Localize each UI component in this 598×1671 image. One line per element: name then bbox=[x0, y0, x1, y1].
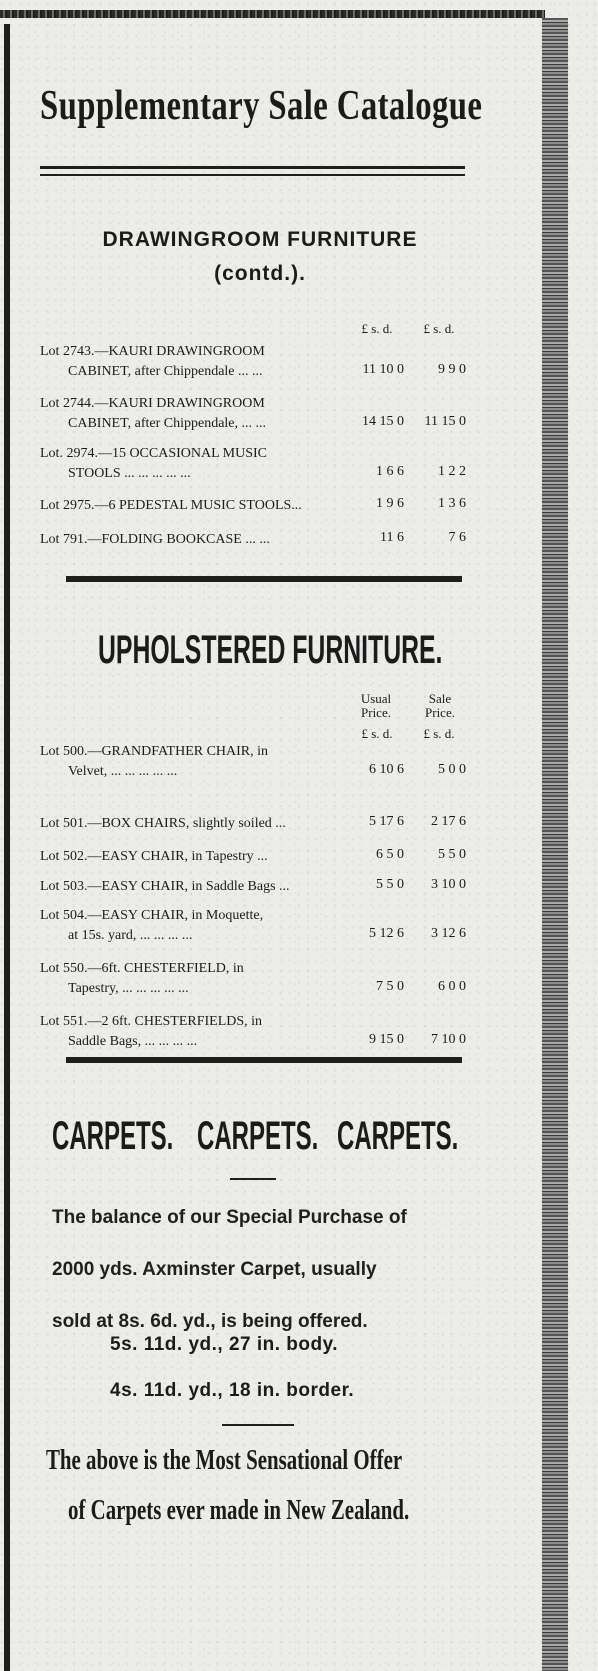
drawingroom-item-line-1: Lot 791.—FOLDING BOOKCASE ... ... bbox=[40, 532, 270, 547]
carpets-heading-2: CARPETS. bbox=[197, 1114, 319, 1158]
carpets-short-rule bbox=[230, 1178, 276, 1180]
drawingroom-usual-price: 11 6 bbox=[380, 530, 404, 545]
catalogue-title: Supplementary Sale Catalogue bbox=[40, 83, 483, 129]
drawingroom-col-sale: £ s. d. bbox=[423, 321, 455, 336]
drawingroom-sale-price: 1 3 6 bbox=[438, 496, 466, 511]
left-border-rule bbox=[4, 24, 10, 1671]
upholstered-sale-price: 5 0 0 bbox=[438, 762, 466, 777]
carpets-heading-3: CARPETS. bbox=[337, 1114, 459, 1158]
drawingroom-item-line-1: Lot 2975.—6 PEDESTAL MUSIC STOOLS... bbox=[40, 498, 302, 513]
drawingroom-usual-price: 11 10 0 bbox=[362, 362, 404, 377]
drawingroom-item-line-2: CABINET, after Chippendale ... ... bbox=[68, 364, 263, 379]
upholstered-item-line-1: Lot 501.—BOX CHAIRS, slightly soiled ... bbox=[40, 816, 286, 831]
carpets-para-line-3: sold at 8s. 6d. yd., is being offered. bbox=[52, 1311, 368, 1332]
drawingroom-sale-price: 1 2 2 bbox=[438, 464, 466, 479]
drawingroom-sale-price: 9 9 0 bbox=[438, 362, 466, 377]
upholstered-usual-price: 5 17 6 bbox=[369, 814, 404, 829]
carpets-para-line-2: 2000 yds. Axminster Carpet, usually bbox=[52, 1259, 377, 1280]
carpets-para-line-1: The balance of our Special Purchase of bbox=[52, 1207, 407, 1228]
drawingroom-usual-price: 1 6 6 bbox=[376, 464, 404, 479]
title-rule-bottom bbox=[40, 174, 465, 176]
upholstered-sale-price: 6 0 0 bbox=[438, 979, 466, 994]
upholstered-sale-price: 7 10 0 bbox=[431, 1032, 466, 1047]
drawingroom-divider bbox=[66, 576, 462, 582]
upholstered-usual-price: 5 12 6 bbox=[369, 926, 404, 941]
upholstered-item-line-2: Velvet, ... ... ... ... ... bbox=[68, 764, 178, 779]
offer-short-rule bbox=[222, 1424, 294, 1426]
upholstered-item-line-1: Lot 502.—EASY CHAIR, in Tapestry ... bbox=[40, 849, 268, 864]
drawingroom-item-line-1: Lot 2744.—KAURI DRAWINGROOM bbox=[40, 396, 265, 411]
upholstered-sale-price: 5 5 0 bbox=[438, 847, 466, 862]
upholstered-item-line-1: Lot 551.—2 6ft. CHESTERFIELDS, in bbox=[40, 1014, 263, 1029]
drawingroom-item-line-2: CABINET, after Chippendale, ... ... bbox=[68, 416, 267, 431]
offer-body-price: 5s. 11d. yd., 27 in. body. bbox=[110, 1334, 339, 1355]
carpets-heading-1: CARPETS. bbox=[52, 1114, 174, 1158]
upholstered-col-sale: £ s. d. bbox=[423, 726, 455, 741]
drawingroom-item-line-2: STOOLS ... ... ... ... ... bbox=[68, 466, 191, 481]
upholstered-usual-price: 5 5 0 bbox=[376, 877, 404, 892]
upholstered-usual-price: 6 10 6 bbox=[369, 762, 404, 777]
drawingroom-item-line-1: Lot. 2974.—15 OCCASIONAL MUSIC bbox=[40, 446, 267, 461]
drawingroom-usual-price: 1 9 6 bbox=[376, 496, 404, 511]
upholstered-usual-price: 7 5 0 bbox=[376, 979, 404, 994]
upholstered-col-usual: £ s. d. bbox=[361, 726, 393, 741]
drawingroom-usual-price: 14 15 0 bbox=[362, 414, 404, 429]
upholstered-col-usual-label: Usual Price. bbox=[360, 691, 392, 720]
upholstered-usual-price: 6 5 0 bbox=[376, 847, 404, 862]
drawingroom-sale-price: 11 15 0 bbox=[424, 414, 466, 429]
upholstered-item-line-2: Tapestry, ... ... ... ... ... bbox=[68, 981, 189, 996]
drawingroom-heading: DRAWINGROOM FURNITURE bbox=[102, 228, 418, 251]
footer-line-1: The above is the Most Sensational Offer bbox=[46, 1444, 403, 1476]
upholstered-item-line-1: Lot 504.—EASY CHAIR, in Moquette, bbox=[40, 908, 264, 923]
upholstered-divider bbox=[66, 1057, 462, 1063]
upholstered-sale-price: 3 12 6 bbox=[431, 926, 466, 941]
drawingroom-col-usual: £ s. d. bbox=[361, 321, 393, 336]
drawingroom-item-line-1: Lot 2743.—KAURI DRAWINGROOM bbox=[40, 344, 265, 359]
upholstered-item-line-1: Lot 503.—EASY CHAIR, in Saddle Bags ... bbox=[40, 879, 290, 894]
carpets-paragraph bbox=[52, 1192, 452, 1348]
top-border-rule bbox=[0, 10, 545, 18]
right-page-edge bbox=[542, 18, 568, 1671]
offer-border-price: 4s. 11d. yd., 18 in. border. bbox=[110, 1380, 355, 1401]
upholstered-sale-price: 2 17 6 bbox=[431, 814, 466, 829]
drawingroom-sale-price: 7 6 bbox=[448, 530, 466, 545]
upholstered-usual-price: 9 15 0 bbox=[369, 1032, 404, 1047]
drawingroom-subheading: (contd.). bbox=[214, 262, 306, 285]
upholstered-col-sale-label: Sale Price. bbox=[425, 691, 455, 720]
upholstered-item-line-1: Lot 500.—GRANDFATHER CHAIR, in bbox=[40, 744, 269, 759]
upholstered-item-line-1: Lot 550.—6ft. CHESTERFIELD, in bbox=[40, 961, 244, 976]
upholstered-sale-price: 3 10 0 bbox=[431, 877, 466, 892]
upholstered-item-line-2: Saddle Bags, ... ... ... ... bbox=[68, 1034, 198, 1049]
upholstered-heading: UPHOLSTERED FURNITURE. bbox=[98, 628, 443, 672]
upholstered-item-line-2: at 15s. yard, ... ... ... ... bbox=[68, 928, 193, 943]
title-rule-top bbox=[40, 166, 465, 169]
footer-line-2: of Carpets ever made in New Zealand. bbox=[68, 1494, 410, 1526]
